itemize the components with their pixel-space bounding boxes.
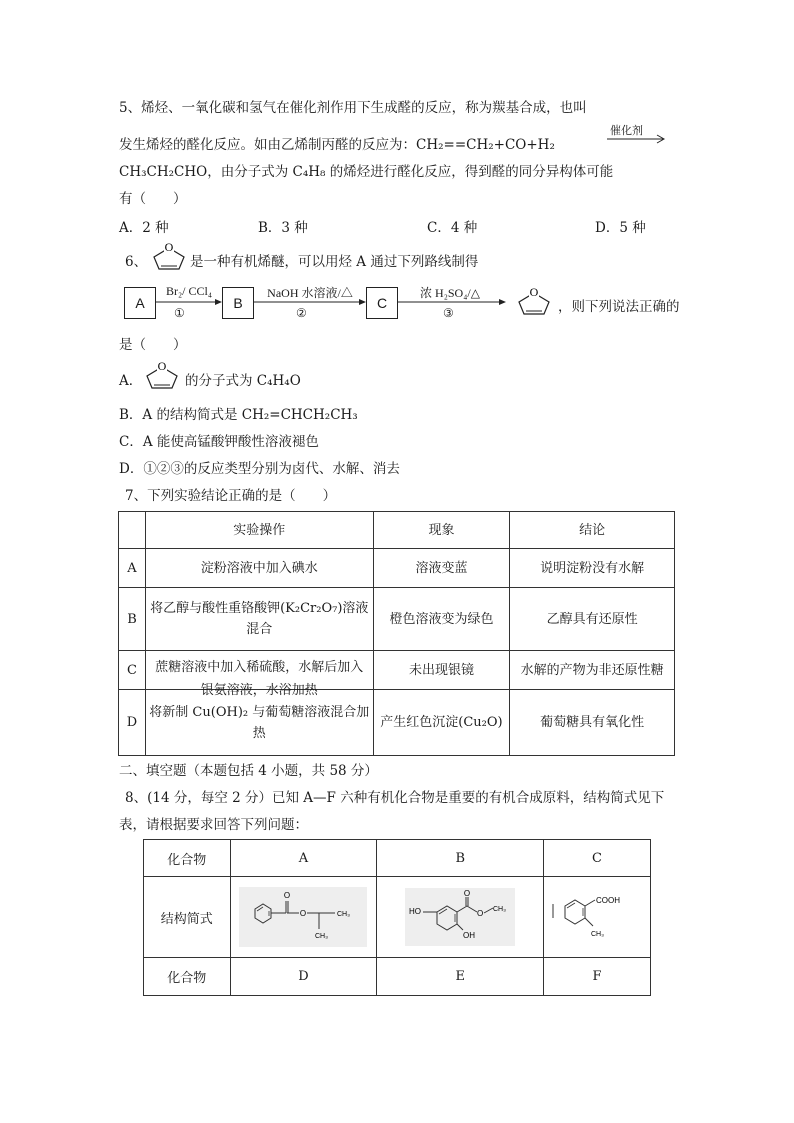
q8-table bbox=[143, 839, 651, 996]
q5-line1: 5、烯烃、一氧化碳和氢气在催化剂作用下生成醛的反应，称为羰基合成，也叫 bbox=[119, 100, 587, 116]
header-compound: 化合物 bbox=[144, 840, 231, 877]
compound-label-f: F bbox=[544, 958, 651, 996]
furan-ring-icon bbox=[148, 239, 190, 273]
structure-cell-c bbox=[544, 877, 651, 958]
q5-option-c: C．4 种 bbox=[427, 220, 478, 236]
q5-option-d: D．5 种 bbox=[595, 220, 646, 236]
svg-text:CH₃: CH₃ bbox=[315, 933, 329, 940]
q5-option-a: A．2 种 bbox=[119, 220, 169, 236]
q5-option-b: B．3 种 bbox=[258, 220, 308, 236]
compound-label-a: A bbox=[230, 840, 377, 877]
compound-label-d: D bbox=[230, 958, 377, 996]
q6-intro: 是一种有机烯醚，可以用烃 A 通过下列路线制得 bbox=[190, 254, 479, 270]
operation-cell: 淀粉溶液中加入碘水 bbox=[145, 549, 373, 588]
ring-oxygen-label: O bbox=[164, 240, 174, 254]
header-cell-conclusion: 结论 bbox=[510, 512, 675, 549]
table-row bbox=[144, 958, 651, 996]
compound-label-c: C bbox=[544, 840, 651, 877]
svg-text:O: O bbox=[477, 909, 484, 918]
table-row bbox=[119, 651, 675, 690]
q5-line3: CH₃CH₂CHO，由分子式为 C₄H₈ 的烯烃进行醛化反应，得到醛的同分异构体可能 bbox=[119, 164, 614, 180]
compound-box-b: B bbox=[222, 287, 254, 319]
arrow-1-reagent: Br₂/ CCl₄ bbox=[165, 284, 213, 298]
q6-scheme-tail: ，则下列说法正确的 bbox=[558, 299, 680, 315]
q6-option-d: D．①②③的反应类型分别为卤代、水解、消去 bbox=[119, 461, 400, 477]
operation-cell: 蔗糖溶液中加入稀硫酸，水解后加入 银氨溶液，水浴加热 bbox=[145, 651, 373, 690]
q7-stem: 7、下列实验结论正确的是（ ） bbox=[125, 488, 337, 504]
header-compound: 化合物 bbox=[144, 958, 231, 996]
q6-option-a-prefix: A． bbox=[119, 373, 143, 389]
q6-number: 6、 bbox=[125, 254, 148, 270]
svg-text:HO: HO bbox=[409, 907, 422, 916]
q5-reaction-arrow bbox=[605, 134, 667, 144]
methyl-gentisate-structure bbox=[405, 888, 515, 946]
table-row bbox=[119, 588, 675, 651]
arrow-2-step: ② bbox=[296, 306, 307, 320]
q8-line1: 8、(14 分，每空 2 分）已知 A—F 六种有机化合物是重要的有机合成原料，结构简式见下 bbox=[125, 790, 665, 806]
phenomenon-cell: 未出现银镜 bbox=[373, 651, 510, 690]
q6-option-a-text: 的分子式为 C₄H₄O bbox=[185, 373, 301, 389]
conclusion-cell: 水解的产物为非还原性糖 bbox=[510, 651, 675, 690]
structure-label: 结构简式 bbox=[144, 877, 231, 958]
table-row bbox=[119, 549, 675, 588]
header-cell-operation: 实验操作 bbox=[145, 512, 373, 549]
svg-text:O: O bbox=[529, 285, 539, 299]
table-row bbox=[144, 840, 651, 877]
phenomenon-cell: 溶液变蓝 bbox=[373, 549, 510, 588]
header-cell-blank bbox=[119, 512, 146, 549]
svg-text:O: O bbox=[284, 891, 291, 900]
arrow-3-step: ③ bbox=[443, 306, 454, 320]
furan-product-icon bbox=[510, 284, 558, 318]
phenomenon-cell: 橙色溶液变为绿色 bbox=[373, 588, 510, 651]
svg-text:COOH: COOH bbox=[596, 896, 621, 905]
compound-label-b: B bbox=[377, 840, 544, 877]
arrow-3-reagent: 浓 H₂SO₄/△ bbox=[420, 286, 480, 300]
q6-line2: 是（ ） bbox=[119, 337, 187, 353]
svg-text:CH₃: CH₃ bbox=[493, 906, 507, 913]
conclusion-cell: 说明淀粉没有水解 bbox=[510, 549, 675, 588]
structure-cell-a bbox=[230, 877, 377, 958]
operation-cell: 将乙醇与酸性重铬酸钾(K₂Cr₂O₇)溶液 混合 bbox=[145, 588, 373, 651]
q7-table bbox=[118, 511, 675, 756]
compound-label-e: E bbox=[377, 958, 544, 996]
q8-line2: 表，请根据要求回答下列问题： bbox=[119, 817, 308, 833]
section-2-heading: 二、填空题（本题包括 4 小题，共 58 分） bbox=[119, 763, 378, 779]
svg-text:O: O bbox=[157, 359, 167, 373]
table-header-row bbox=[119, 512, 675, 549]
svg-text:OH: OH bbox=[463, 931, 476, 940]
phenomenon-cell: 产生红色沉淀(Cu₂O) bbox=[373, 690, 510, 756]
furan-option-icon bbox=[140, 358, 184, 392]
conclusion-cell: 葡萄糖具有氧化性 bbox=[510, 690, 675, 756]
table-row bbox=[144, 877, 651, 958]
q5-line2: 发生烯烃的醛化反应。如由乙烯制丙醛的反应为：CH₂==CH₂+CO+H₂ bbox=[119, 137, 555, 153]
arrow-2-reagent: NaOH 水溶液/△ bbox=[267, 286, 353, 300]
row-label: B bbox=[119, 588, 146, 651]
svg-text:CH₃: CH₃ bbox=[591, 931, 604, 938]
conclusion-cell: 乙醇具有还原性 bbox=[510, 588, 675, 651]
header-cell-phenomenon: 现象 bbox=[373, 512, 510, 549]
svg-text:O: O bbox=[300, 909, 307, 918]
svg-text:CH₃: CH₃ bbox=[337, 911, 351, 918]
q6-option-b: B．A 的结构简式是 CH₂=CHCH₂CH₃ bbox=[119, 407, 358, 423]
row-label: D bbox=[119, 690, 146, 756]
q5-catalyst-label: 催化剂 bbox=[610, 124, 643, 137]
arrow-1-step: ① bbox=[174, 306, 185, 320]
compound-box-c: C bbox=[366, 287, 398, 319]
operation-cell: 将新制 Cu(OH)₂ 与葡萄糖溶液混合加 热 bbox=[145, 690, 373, 756]
structure-cell-b bbox=[377, 877, 544, 958]
compound-box-a: A bbox=[124, 287, 156, 319]
row-label: A bbox=[119, 549, 146, 588]
q5-line4: 有（ ） bbox=[119, 191, 187, 207]
o-toluic-acid-structure bbox=[551, 888, 643, 946]
q6-option-c: C．A 能使高锰酸钾酸性溶液褪色 bbox=[119, 434, 319, 450]
svg-text:O: O bbox=[464, 889, 471, 898]
row-label: C bbox=[119, 651, 146, 690]
isopropyl-benzoate-structure bbox=[239, 887, 367, 947]
